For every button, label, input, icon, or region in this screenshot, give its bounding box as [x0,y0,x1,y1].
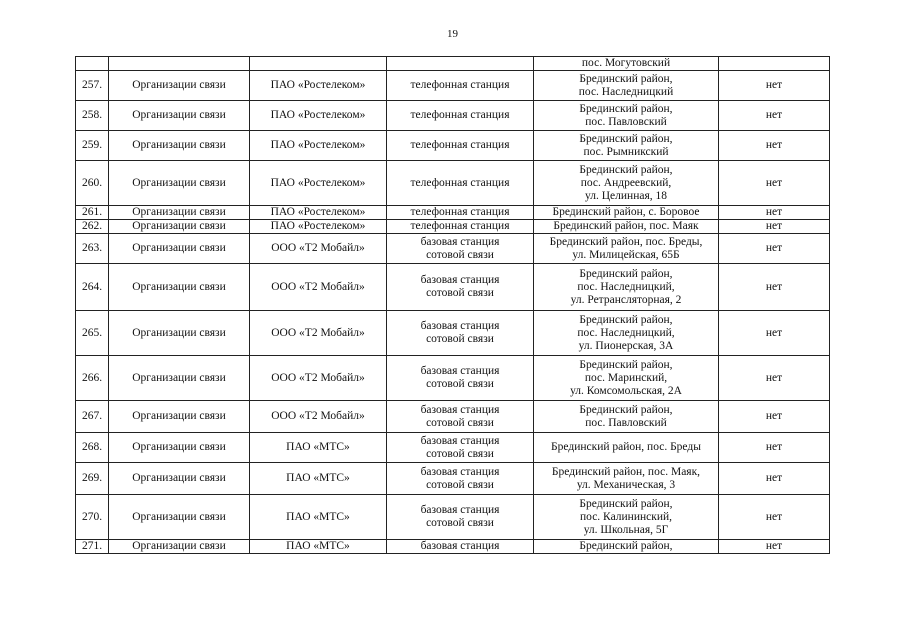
address-line: пос. Павловский [585,115,667,128]
cell-org: ПАО «МТС» [250,463,387,495]
cell-status: нет [719,71,830,101]
registry-table-body [76,57,830,554]
cell-address [534,234,719,264]
cell-address [534,463,719,495]
table-row [76,401,830,433]
cell-object [387,264,534,311]
table-row [76,101,830,131]
cell-num: 260. [76,161,109,206]
cell-category: Организации связи [109,495,250,540]
object-line: базовая станция [420,434,500,447]
cell-status: нет [719,131,830,161]
address-line: Брединский район, пос. Бреды [551,441,701,453]
cell-object [387,463,534,495]
table-row [76,311,830,356]
page-number: 19 [447,28,458,40]
cell-status: нет [719,401,830,433]
cell-address [534,57,719,71]
cell-num: 265. [76,311,109,356]
address-line: пос. Наследницкий [578,85,674,98]
address-line: ул. Милицейская, 65Б [572,248,680,261]
cell-status: нет [719,161,830,206]
object-line: телефонная станция [410,220,510,232]
cell-status: нет [719,264,830,311]
cell-status: нет [719,433,830,463]
address-line: Брединский район, [579,72,673,85]
table-row [76,433,830,463]
address-line: пос. Могутовский [581,57,671,69]
cell-category: Организации связи [109,356,250,401]
cell-object [387,71,534,101]
cell-object [387,311,534,356]
object-line: базовая станция [420,540,500,552]
cell-object [387,206,534,220]
cell-org: ПАО «МТС» [250,433,387,463]
cell-category: Организации связи [109,311,250,356]
cell-org: ПАО «Ростелеком» [250,220,387,234]
object-line: телефонная станция [410,79,510,91]
address-line: Брединский район, [579,540,673,552]
cell-status: нет [719,495,830,540]
address-line: пос. Наследницкий, [577,326,675,339]
cell-object [387,356,534,401]
address-line: ул. Целинная, 18 [585,189,667,202]
cell-object [387,234,534,264]
cell-num: 266. [76,356,109,401]
object-line: сотовой связи [426,447,494,460]
object-line: сотовой связи [426,333,494,345]
cell-object [387,57,534,71]
address-line: пос. Маринский, [584,371,668,384]
address-line: Брединский район, пос. Маяк, [551,465,701,478]
cell-address [534,71,719,101]
cell-address [534,495,719,540]
registry-table [75,56,830,554]
object-line: базовая станция [420,465,500,478]
cell-num: 261. [76,206,109,220]
cell-num: 269. [76,463,109,495]
object-line: сотовой связи [426,416,494,429]
address-line: Брединский район, [579,358,673,371]
cell-address [534,356,719,401]
cell-category: Организации связи [109,540,250,554]
cell-object [387,131,534,161]
cell-num: 257. [76,71,109,101]
object-line: сотовой связи [426,378,494,390]
cell-org: ПАО «МТС» [250,540,387,554]
table-row [76,540,830,554]
cell-org: ПАО «Ростелеком» [250,161,387,206]
cell-category: Организации связи [109,101,250,131]
cell-object [387,401,534,433]
object-line: телефонная станция [410,176,510,189]
cell-org [250,57,387,71]
cell-status: нет [719,356,830,401]
address-line: пос. Андреевский, [580,176,672,189]
cell-object [387,220,534,234]
table-row [76,161,830,206]
cell-object [387,540,534,554]
address-line: Брединский район, [579,163,673,176]
object-line: телефонная станция [410,109,510,121]
cell-status [719,57,830,71]
table-row [76,220,830,234]
cell-num: 259. [76,131,109,161]
address-line: Брединский район, пос. Маяк [553,220,699,232]
cell-object [387,101,534,131]
table-row [76,264,830,311]
cell-category: Организации связи [109,401,250,433]
cell-category: Организации связи [109,234,250,264]
object-line: сотовой связи [426,248,494,261]
address-line: Брединский район, [579,102,673,115]
cell-address [534,540,719,554]
cell-status: нет [719,220,830,234]
address-line: ул. Механическая, 3 [576,478,676,491]
table-row [76,356,830,401]
cell-category: Организации связи [109,71,250,101]
object-line: телефонная станция [410,139,510,151]
cell-address [534,264,719,311]
table-row [76,463,830,495]
address-line: пос. Павловский [585,416,667,429]
object-line: базовая станция [420,235,500,248]
cell-category: Организации связи [109,206,250,220]
cell-num: 258. [76,101,109,131]
address-line: ул. Школьная, 5Г [583,523,669,536]
cell-num: 270. [76,495,109,540]
cell-address [534,101,719,131]
address-line: Брединский район, [579,403,673,416]
cell-status: нет [719,206,830,220]
cell-num: 268. [76,433,109,463]
cell-org: ПАО «МТС» [250,495,387,540]
address-line: пос. Калининский, [580,510,672,523]
cell-org: ООО «Т2 Мобайл» [250,234,387,264]
address-line: Брединский район, пос. Бреды, [549,235,703,248]
object-line: телефонная станция [410,206,510,218]
cell-category: Организации связи [109,463,250,495]
object-line: сотовой связи [426,287,494,299]
cell-num: 267. [76,401,109,433]
address-line: пос. Наследницкий, [577,280,675,293]
object-line: базовая станция [420,365,500,377]
table-row [76,71,830,101]
cell-status: нет [719,463,830,495]
cell-org: ООО «Т2 Мобайл» [250,356,387,401]
address-line: ул. Ретрансляторная, 2 [570,293,682,306]
cell-category: Организации связи [109,433,250,463]
object-line: базовая станция [420,504,500,516]
address-line: пос. Рымникский [583,145,669,158]
cell-num: 262. [76,220,109,234]
cell-num: 264. [76,264,109,311]
cell-org: ПАО «Ростелеком» [250,101,387,131]
cell-org: ПАО «Ростелеком» [250,131,387,161]
cell-address [534,206,719,220]
cell-num: 271. [76,540,109,554]
object-line: сотовой связи [426,478,494,491]
object-line: базовая станция [420,403,500,416]
cell-org: ПАО «Ростелеком» [250,206,387,220]
cell-org: ПАО «Ростелеком» [250,71,387,101]
cell-address [534,401,719,433]
object-line: базовая станция [420,274,500,286]
cell-org: ООО «Т2 Мобайл» [250,311,387,356]
cell-object [387,161,534,206]
cell-num [76,57,109,71]
cell-status: нет [719,540,830,554]
cell-object [387,433,534,463]
cell-category: Организации связи [109,264,250,311]
address-line: ул. Пионерская, 3А [578,339,674,352]
address-line: Брединский район, [579,313,673,326]
cell-address [534,220,719,234]
cell-org: ООО «Т2 Мобайл» [250,401,387,433]
cell-status: нет [719,311,830,356]
continuation-row [76,57,830,71]
cell-category: Организации связи [109,220,250,234]
table-row [76,131,830,161]
address-line: ул. Комсомольская, 2А [570,384,682,397]
address-line: Брединский район, [579,132,673,145]
object-line: сотовой связи [426,517,494,529]
cell-address [534,433,719,463]
address-line: Брединский район, [579,267,673,280]
cell-category: Организации связи [109,131,250,161]
address-line: Брединский район, [579,497,673,510]
cell-object [387,495,534,540]
cell-category [109,57,250,71]
table-row [76,234,830,264]
table-row [76,206,830,220]
cell-category: Организации связи [109,161,250,206]
object-line: базовая станция [420,320,500,332]
address-line: Брединский район, с. Боровое [552,206,700,218]
table-row [76,495,830,540]
cell-address [534,311,719,356]
cell-org: ООО «Т2 Мобайл» [250,264,387,311]
cell-address [534,131,719,161]
cell-status: нет [719,101,830,131]
cell-address [534,161,719,206]
cell-num: 263. [76,234,109,264]
cell-status: нет [719,234,830,264]
